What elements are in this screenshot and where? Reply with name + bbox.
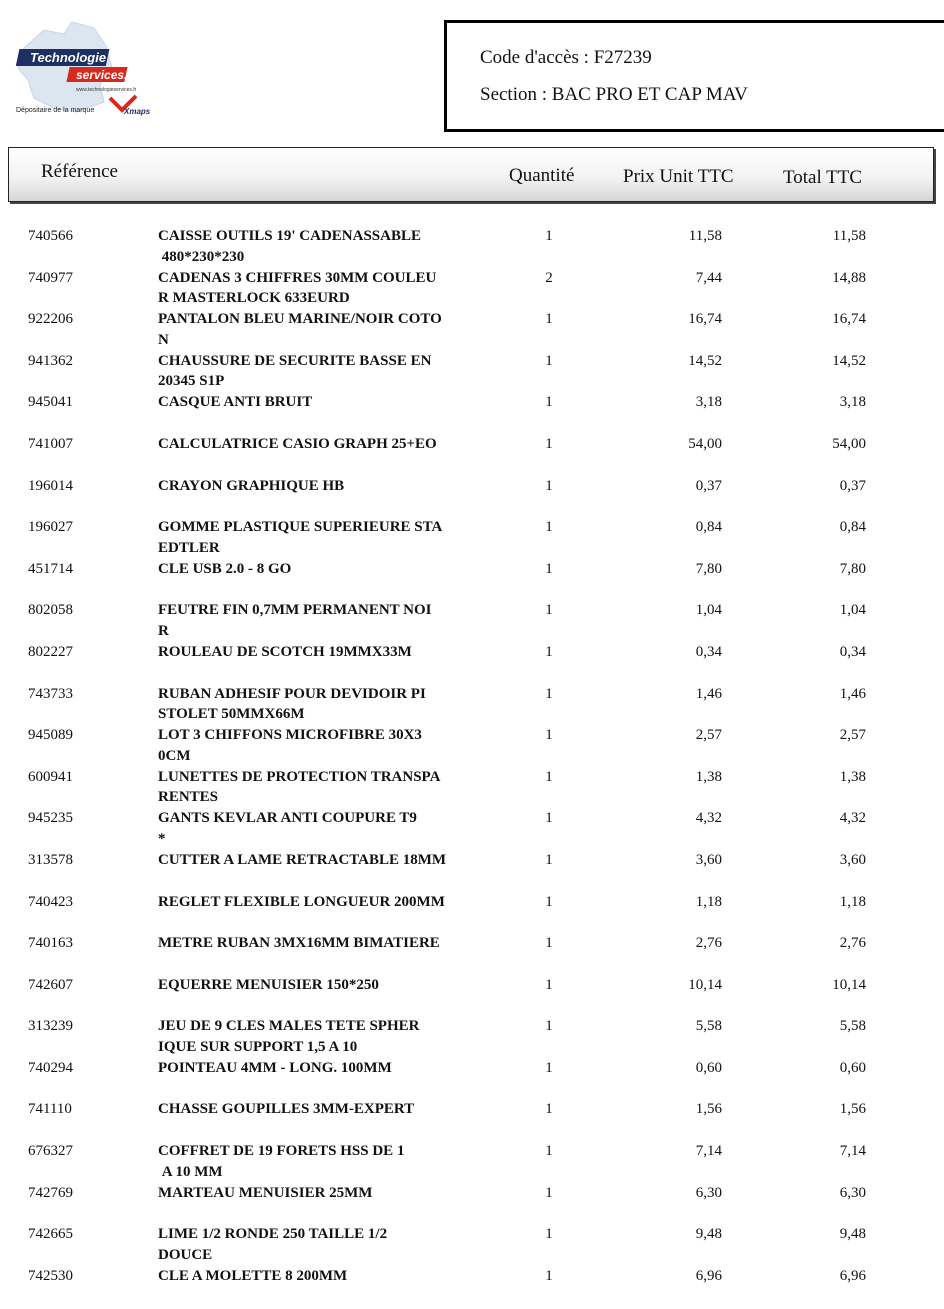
item-quantity: 1 — [545, 1184, 553, 1201]
table-row — [0, 226, 944, 268]
item-designation: GOMME PLASTIQUE SUPERIEURE STA EDTLER — [158, 519, 443, 556]
item-total: 6,96 — [839, 1267, 866, 1284]
item-unit-price: 0,60 — [695, 1059, 722, 1076]
item-unit-price: 2,76 — [695, 935, 722, 952]
item-total: 4,32 — [839, 810, 866, 827]
item-quantity: 1 — [545, 352, 553, 369]
item-unit-price: 11,58 — [688, 228, 722, 244]
logo-brand: Xmaps — [124, 107, 151, 116]
item-designation: LIME 1/2 RONDE 250 TAILLE 1/2 DOUCE — [158, 1226, 388, 1263]
item-unit-price: 7,80 — [695, 560, 722, 577]
item-reference: 742607 — [28, 976, 73, 993]
item-designation: CAISSE OUTILS 19' CADENASSABLE 480*230*230 — [158, 228, 421, 265]
item-unit-price: 4,32 — [695, 810, 722, 827]
item-designation: CADENAS 3 CHIFFRES 30MM COULEU R MASTERLOCK 633EURD — [158, 269, 437, 307]
item-quantity: 1 — [545, 477, 553, 494]
item-reference: 742769 — [28, 1184, 73, 1201]
item-unit-price: 7,44 — [695, 269, 722, 286]
item-quantity: 1 — [545, 1267, 553, 1284]
item-total: 3,60 — [839, 851, 866, 868]
header-total: Total TTC — [783, 167, 863, 188]
section-line — [480, 84, 748, 106]
logo-brand-caption: Dépositaire de la marque — [16, 107, 95, 114]
item-quantity: 1 — [545, 311, 553, 328]
logo-line1: Technologie — [30, 50, 107, 65]
item-total: 7,80 — [839, 560, 866, 577]
item-total: 9,48 — [839, 1226, 866, 1243]
item-total: 2,76 — [839, 935, 866, 952]
table-row — [0, 351, 944, 393]
item-reference: 743733 — [28, 685, 73, 702]
item-reference: 742530 — [28, 1267, 73, 1284]
item-designation: LOT 3 CHIFFONS MICROFIBRE 30X3 0CM — [158, 727, 422, 764]
item-quantity: 1 — [545, 560, 553, 577]
header-unit-price: Prix Unit TTC — [623, 166, 734, 187]
table-row — [0, 933, 944, 975]
item-reference: 196014 — [28, 477, 73, 494]
item-quantity: 2 — [545, 269, 553, 286]
item-unit-price: 16,74 — [688, 311, 722, 328]
item-total: 1,04 — [839, 602, 866, 619]
item-reference: 740163 — [28, 935, 73, 952]
table-row — [0, 1058, 944, 1100]
section-value: BAC PRO ET CAP MAV — [551, 84, 748, 105]
item-reference: 741007 — [28, 435, 73, 452]
item-designation: EQUERRE MENUISIER 150*250 — [158, 976, 379, 993]
item-total: 1,46 — [839, 685, 866, 702]
item-reference: 313578 — [28, 851, 73, 868]
item-unit-price: 54,00 — [688, 435, 722, 452]
item-quantity: 1 — [545, 435, 553, 452]
item-total: 14,52 — [832, 352, 866, 369]
item-unit-price: 6,30 — [695, 1184, 722, 1201]
item-reference: 196027 — [28, 519, 73, 536]
item-designation: MARTEAU MENUISIER 25MM — [158, 1184, 373, 1201]
table-row — [0, 476, 944, 518]
table-row — [0, 1183, 944, 1225]
item-unit-price: 1,18 — [695, 893, 722, 910]
item-total: 11,58 — [832, 228, 866, 244]
item-unit-price: 6,96 — [695, 1267, 722, 1284]
item-designation: CLE A MOLETTE 8 200MM — [158, 1267, 348, 1284]
item-reference: 313239 — [28, 1018, 73, 1035]
item-reference: 740294 — [28, 1059, 73, 1076]
items-table — [0, 226, 944, 1307]
item-total: 0,84 — [839, 519, 866, 536]
item-quantity: 1 — [545, 1143, 553, 1160]
item-designation: COFFRET DE 19 FORETS HSS DE 1 A 10 MM — [158, 1143, 405, 1180]
table-row — [0, 808, 944, 850]
item-designation: METRE RUBAN 3MX16MM BIMATIERE — [158, 935, 440, 952]
item-quantity: 1 — [545, 810, 553, 827]
item-quantity: 1 — [545, 976, 553, 993]
company-logo — [14, 18, 164, 123]
item-quantity: 1 — [545, 602, 553, 619]
item-total: 16,74 — [832, 311, 866, 328]
table-row — [0, 559, 944, 601]
table-row — [0, 1141, 944, 1183]
item-quantity: 1 — [545, 643, 553, 660]
item-designation: RUBAN ADHESIF POUR DEVIDOIR PI STOLET 50MMX66M — [158, 685, 426, 723]
item-quantity: 1 — [545, 1059, 553, 1076]
access-code-label: Code d'accès : — [480, 47, 589, 68]
table-row — [0, 268, 944, 310]
table-row — [0, 1266, 944, 1308]
item-designation: CLE USB 2.0 - 8 GO — [158, 560, 292, 577]
item-reference: 600941 — [28, 768, 73, 785]
item-reference: 802227 — [28, 643, 73, 660]
table-row — [0, 725, 944, 767]
access-info-box — [444, 20, 944, 132]
table-row — [0, 642, 944, 684]
item-designation: REGLET FLEXIBLE LONGUEUR 200MM — [158, 893, 445, 910]
item-unit-price: 0,84 — [695, 519, 722, 536]
item-unit-price: 0,37 — [695, 477, 722, 494]
item-reference: 740977 — [28, 269, 73, 286]
item-quantity: 1 — [545, 394, 553, 411]
item-unit-price: 2,57 — [695, 727, 722, 744]
item-unit-price: 3,60 — [695, 851, 722, 868]
item-total: 6,30 — [839, 1184, 866, 1201]
item-total: 0,34 — [839, 643, 866, 660]
item-total: 1,38 — [839, 768, 866, 785]
item-designation: CALCULATRICE CASIO GRAPH 25+EO — [158, 435, 437, 452]
item-total: 0,37 — [839, 477, 866, 494]
item-quantity: 1 — [545, 685, 553, 702]
access-code-value: F27239 — [593, 47, 652, 68]
logo-url: www.technologieservices.fr — [76, 87, 137, 93]
item-reference: 802058 — [28, 602, 73, 619]
header-reference: Référence — [41, 161, 118, 182]
item-quantity: 1 — [545, 851, 553, 868]
item-designation: PANTALON BLEU MARINE/NOIR COTO N — [158, 311, 442, 348]
section-label: Section : — [480, 84, 548, 105]
table-row — [0, 392, 944, 434]
item-quantity: 1 — [545, 768, 553, 785]
header-quantity: Quantité — [509, 165, 575, 186]
item-quantity: 1 — [545, 1101, 553, 1118]
item-designation: POINTEAU 4MM - LONG. 100MM — [158, 1059, 392, 1076]
item-total: 0,60 — [839, 1059, 866, 1076]
table-row — [0, 1099, 944, 1141]
item-reference: 451714 — [28, 560, 73, 577]
table-row — [0, 600, 944, 642]
item-total: 14,88 — [832, 269, 866, 286]
item-unit-price: 1,56 — [695, 1101, 722, 1118]
table-row — [0, 684, 944, 726]
item-total: 10,14 — [832, 976, 866, 993]
item-total: 5,58 — [839, 1018, 866, 1035]
logo-graphic — [14, 18, 164, 123]
item-total: 7,14 — [839, 1143, 866, 1160]
item-quantity: 1 — [545, 519, 553, 536]
item-unit-price: 1,46 — [695, 685, 722, 702]
item-unit-price: 3,18 — [695, 394, 722, 411]
table-row — [0, 975, 944, 1017]
item-unit-price: 7,14 — [695, 1143, 722, 1160]
item-designation: ROULEAU DE SCOTCH 19MMX33M — [158, 643, 412, 660]
item-reference: 945235 — [28, 810, 73, 827]
item-reference: 740423 — [28, 893, 73, 910]
item-total: 1,56 — [839, 1101, 866, 1118]
item-unit-price: 5,58 — [695, 1018, 722, 1035]
item-quantity: 1 — [545, 228, 553, 244]
item-quantity: 1 — [545, 727, 553, 744]
item-quantity: 1 — [545, 935, 553, 952]
item-designation: CHAUSSURE DE SECURITE BASSE EN 20345 S1P — [158, 352, 432, 390]
item-designation: CASQUE ANTI BRUIT — [158, 394, 313, 411]
item-total: 3,18 — [839, 394, 866, 411]
item-quantity: 1 — [545, 893, 553, 910]
table-row — [0, 892, 944, 934]
item-designation: JEU DE 9 CLES MALES TETE SPHER IQUE SUR SUPPORT 1,5 A 10 — [158, 1018, 420, 1055]
item-designation: CRAYON GRAPHIQUE HB — [158, 477, 345, 494]
table-row — [0, 767, 944, 809]
table-header — [8, 147, 934, 202]
item-designation: CUTTER A LAME RETRACTABLE 18MM — [158, 851, 447, 868]
table-row — [0, 309, 944, 351]
item-designation: FEUTRE FIN 0,7MM PERMANENT NOI R — [158, 602, 432, 639]
table-row — [0, 1224, 944, 1266]
table-row — [0, 434, 944, 476]
logo-line2: services... — [76, 68, 135, 82]
item-reference: 740566 — [28, 228, 73, 244]
item-total: 2,57 — [839, 727, 866, 744]
item-total: 1,18 — [839, 893, 866, 910]
item-reference: 945041 — [28, 394, 73, 411]
item-reference: 945089 — [28, 727, 73, 744]
item-quantity: 1 — [545, 1018, 553, 1035]
item-reference: 941362 — [28, 352, 73, 369]
item-designation: CHASSE GOUPILLES 3MM-EXPERT — [158, 1101, 415, 1118]
item-designation: GANTS KEVLAR ANTI COUPURE T9 * — [158, 810, 417, 847]
access-code-line — [480, 47, 652, 69]
table-row — [0, 1016, 944, 1058]
table-row — [0, 850, 944, 892]
item-unit-price: 1,04 — [695, 602, 722, 619]
item-unit-price: 9,48 — [695, 1226, 722, 1243]
item-unit-price: 0,34 — [695, 643, 722, 660]
item-reference: 742665 — [28, 1226, 73, 1243]
item-reference: 676327 — [28, 1143, 73, 1160]
item-unit-price: 1,38 — [695, 768, 722, 785]
table-row — [0, 517, 944, 559]
item-quantity: 1 — [545, 1226, 553, 1243]
item-reference: 922206 — [28, 311, 73, 328]
item-designation: LUNETTES DE PROTECTION TRANSPA RENTES — [158, 768, 441, 806]
item-unit-price: 10,14 — [688, 976, 722, 993]
item-reference: 741110 — [28, 1101, 72, 1118]
item-total: 54,00 — [832, 435, 866, 452]
item-unit-price: 14,52 — [688, 352, 722, 369]
